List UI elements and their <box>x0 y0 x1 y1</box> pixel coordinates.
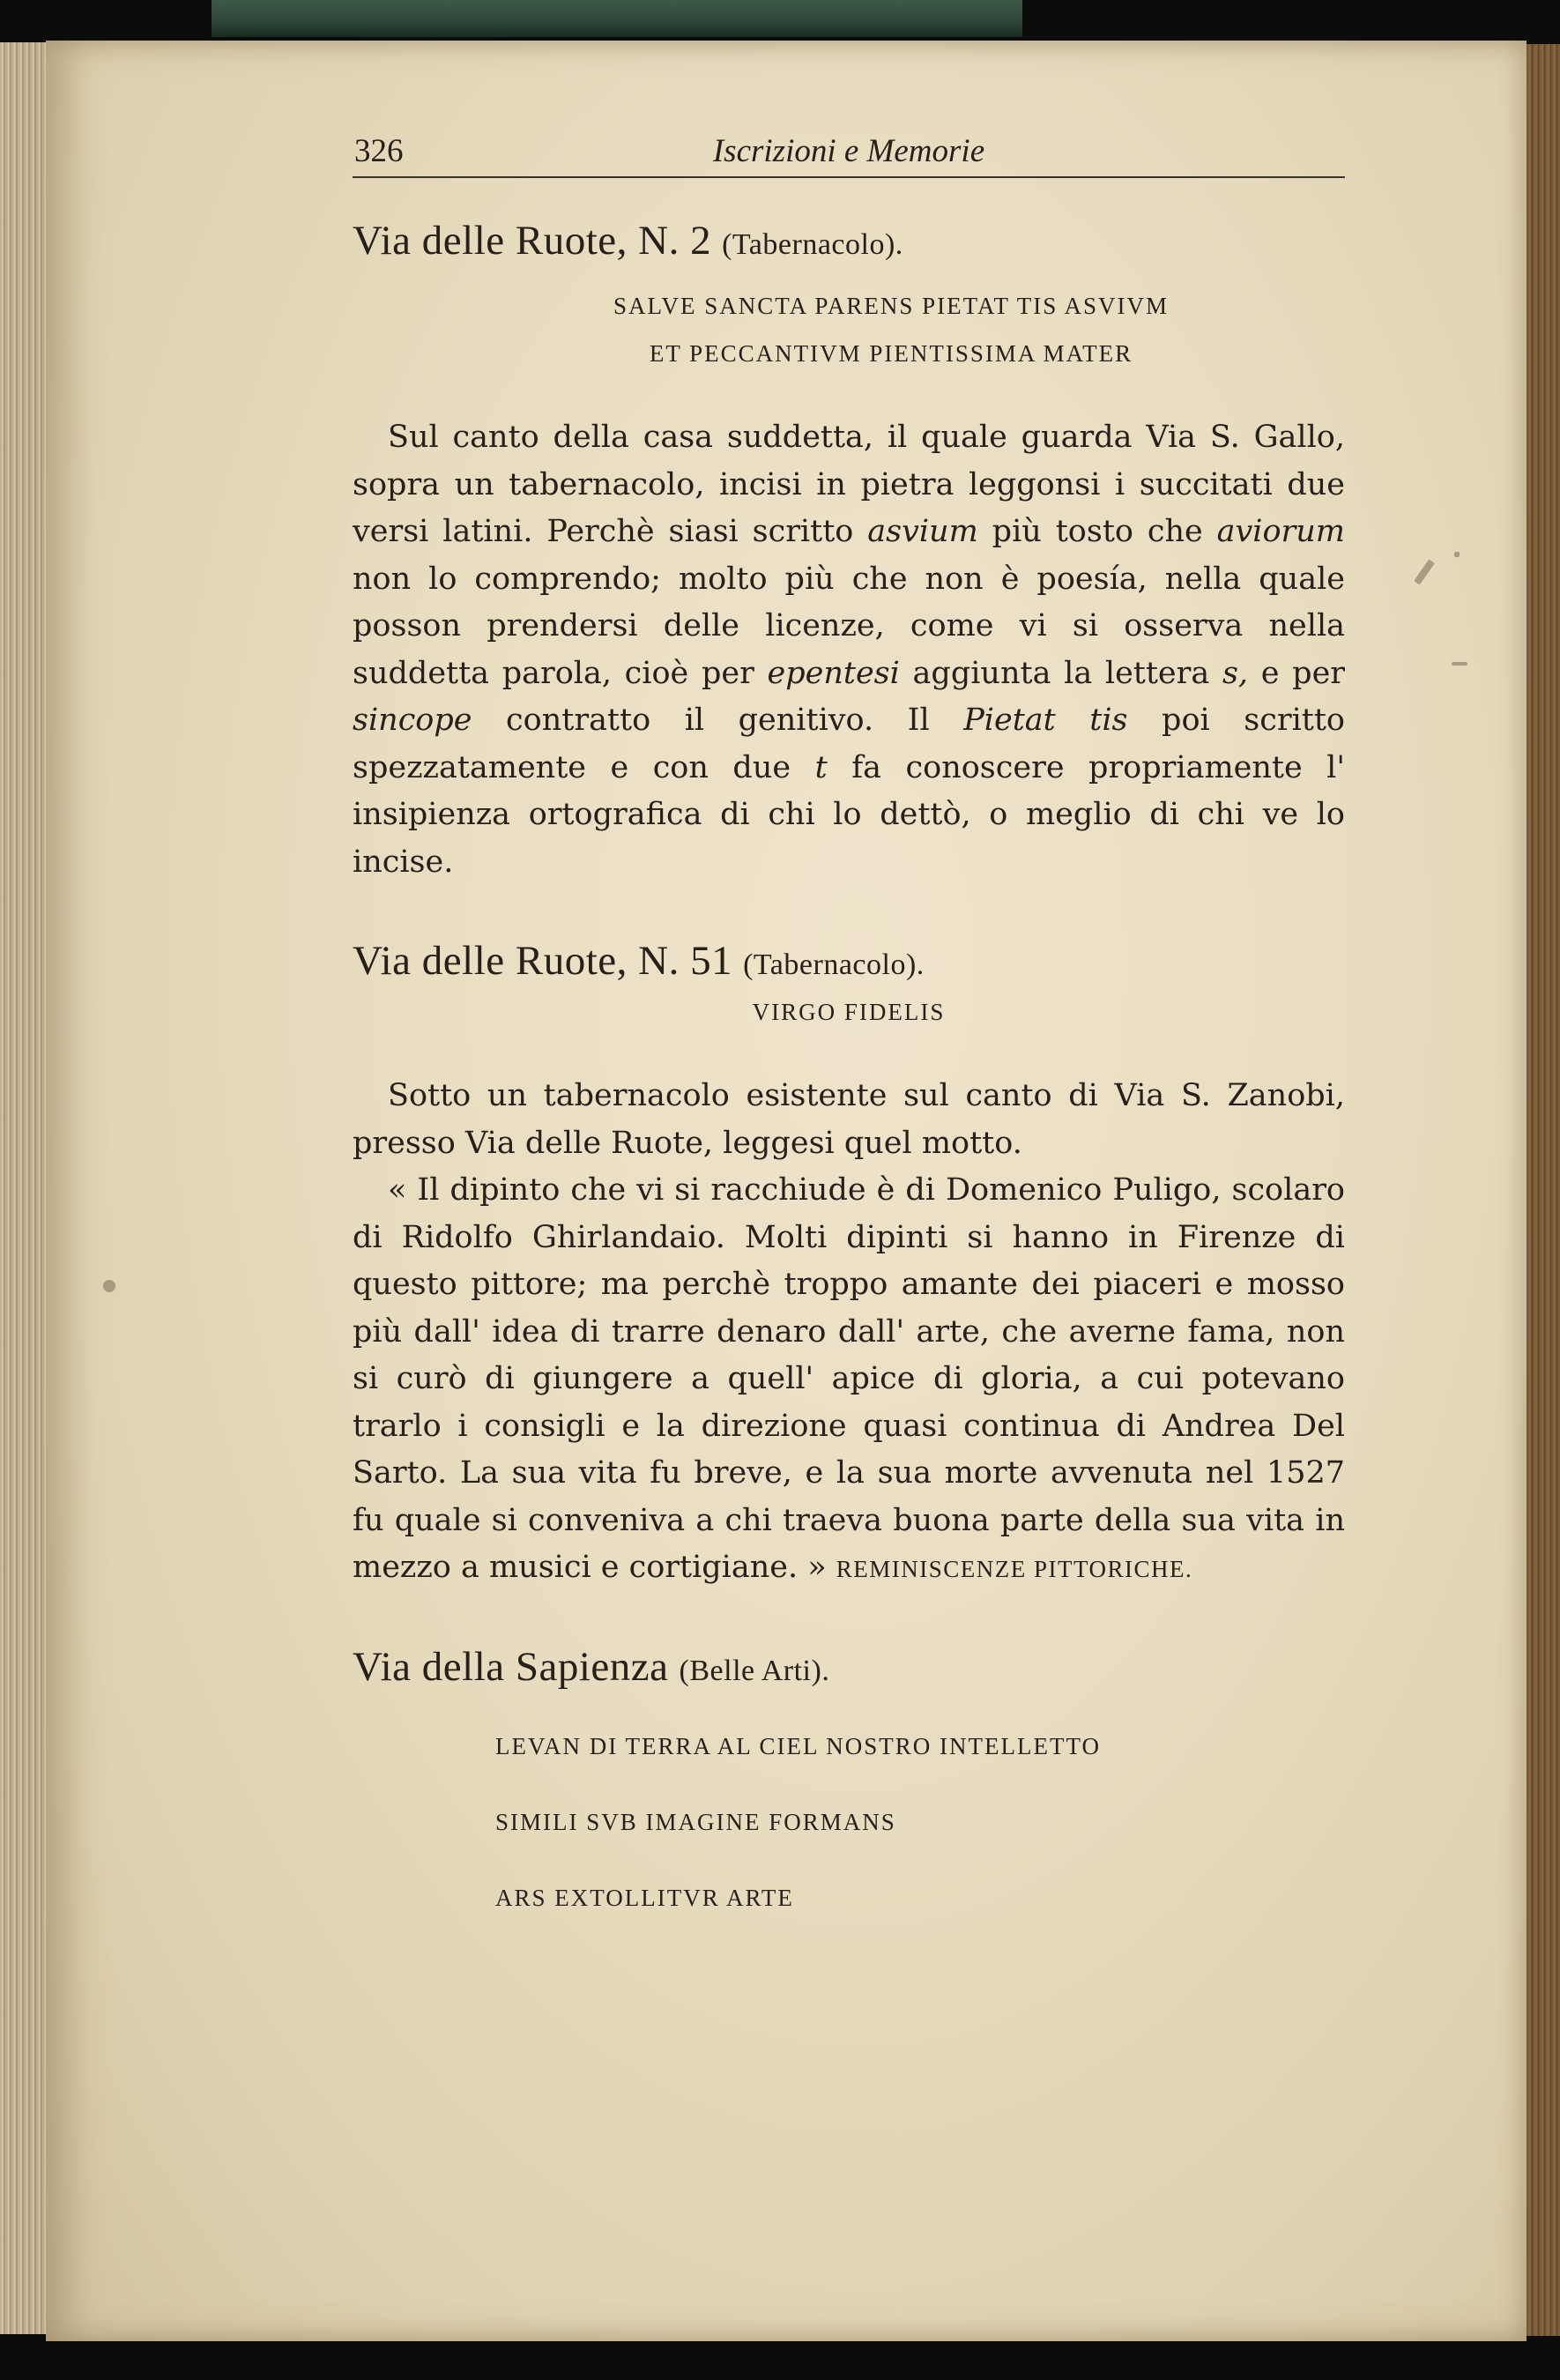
italic-run: aviorum <box>1216 514 1345 549</box>
inscription-line: SIMILI SVB IMAGINE FORMANS <box>495 1808 896 1835</box>
section-heading-text: Via delle Ruote, N. 2 <box>353 218 712 264</box>
inscription <box>353 988 1345 1036</box>
paper-speck <box>1452 662 1467 666</box>
section-via-della-sapienza <box>353 1643 1345 1936</box>
section-heading-note: (Tabernacolo). <box>722 228 903 261</box>
section-heading <box>353 1643 1345 1691</box>
italic-run: s, <box>1222 655 1249 691</box>
inscription-line: ET PECCANTIVM PIENTISSIMA MATER <box>649 340 1133 367</box>
italic-run: sincope <box>353 703 472 738</box>
text-run: Sul canto della casa suddetta, il quale guarda Via S. Gallo, sopra un tabernacolo, incisi in pietra leggonsi i succitati due versi latini. Perchè siasi scritto <box>353 420 1345 549</box>
section-heading-note: (Tabernacolo). <box>743 948 925 981</box>
text-run: più tosto che <box>977 514 1217 549</box>
commentary-paragraph: Sotto un tabernacolo esistente sul canto di Via S. Zanobi, presso Via delle Ruote, leggesi quel motto. <box>353 1078 1345 1161</box>
italic-run: asvium <box>867 514 978 549</box>
page-content <box>353 123 1345 1936</box>
text-run: poi scritto spezzatamente e con due <box>353 703 1345 785</box>
section-via-delle-ruote-2 <box>353 217 1345 886</box>
inscription <box>353 282 1345 377</box>
paper-speck <box>1414 559 1435 584</box>
text-run: aggiunta la lettera <box>899 655 1222 691</box>
text-run: « Il dipinto che vi si racchiude è di Domenico Puligo, scolaro di Ridolfo Ghirlandaio. Molti dipinti si hanno in Firenze di questo pittore; ma perchè troppo amante dei piaceri e mosso più dall' idea di trarre denaro dall' arte, che averne fama, non si curò di giungere a quell' apice di gloria, a cui potevano trarlo i consigli e la direzione quasi continua di Andrea Del Sarto. La sua vita fu breve, e la sua morte avvenuta nel 1527 fu quale si conveniva a chi traeva buona parte della sua vita in mezzo a musici e cortigiane. » <box>353 1172 1345 1585</box>
section-heading-text: Via della Sapienza <box>353 1643 669 1690</box>
section-heading <box>353 217 1345 264</box>
italic-run: epentesi <box>767 655 900 691</box>
section-via-delle-ruote-51 <box>353 937 1345 1594</box>
text-run: non lo comprendo; molto più che non è poesía, nella quale posson prendersi delle licenze, come vi si osserva nella suddetta parola, cioè per <box>353 561 1345 691</box>
italic-run: t <box>814 749 828 785</box>
text-run: contratto il genitivo. Il <box>472 703 964 738</box>
book-cover-edge <box>212 0 1022 37</box>
inscription-line: VIRGO FIDELIS <box>752 999 946 1025</box>
inscription-line: LEVAN DI TERRA AL CIEL NOSTRO INTELLETTO <box>495 1732 1101 1759</box>
running-title: Iscrizioni e Memorie <box>712 133 985 169</box>
commentary-paragraph <box>353 414 1345 886</box>
source-citation: REMINISCENZE PITTORICHE. <box>836 1556 1193 1582</box>
section-heading-text: Via delle Ruote, N. 51 <box>353 938 733 984</box>
text-run: e per <box>1248 655 1346 691</box>
inscription-line: ARS EXTOLLITVR ARTE <box>495 1884 794 1911</box>
quoted-paragraph <box>353 1167 1345 1594</box>
inscription <box>353 1708 1345 1936</box>
text-run: fa conoscere propriamente l' insipienza ortografica di chi lo dettò, o meglio di chi ve lo incise. <box>353 749 1345 880</box>
page-number: 326 <box>354 133 404 169</box>
running-head <box>353 123 1345 178</box>
inscription-line: SALVE SANCTA PARENS PIETAT TIS ASVIVM <box>613 293 1170 319</box>
paper-speck <box>1454 552 1460 557</box>
paper-stain <box>103 1280 115 1292</box>
section-heading-note: (Belle Arti). <box>679 1654 830 1687</box>
italic-run: Pietat tis <box>963 703 1128 738</box>
section-heading <box>353 937 1345 985</box>
